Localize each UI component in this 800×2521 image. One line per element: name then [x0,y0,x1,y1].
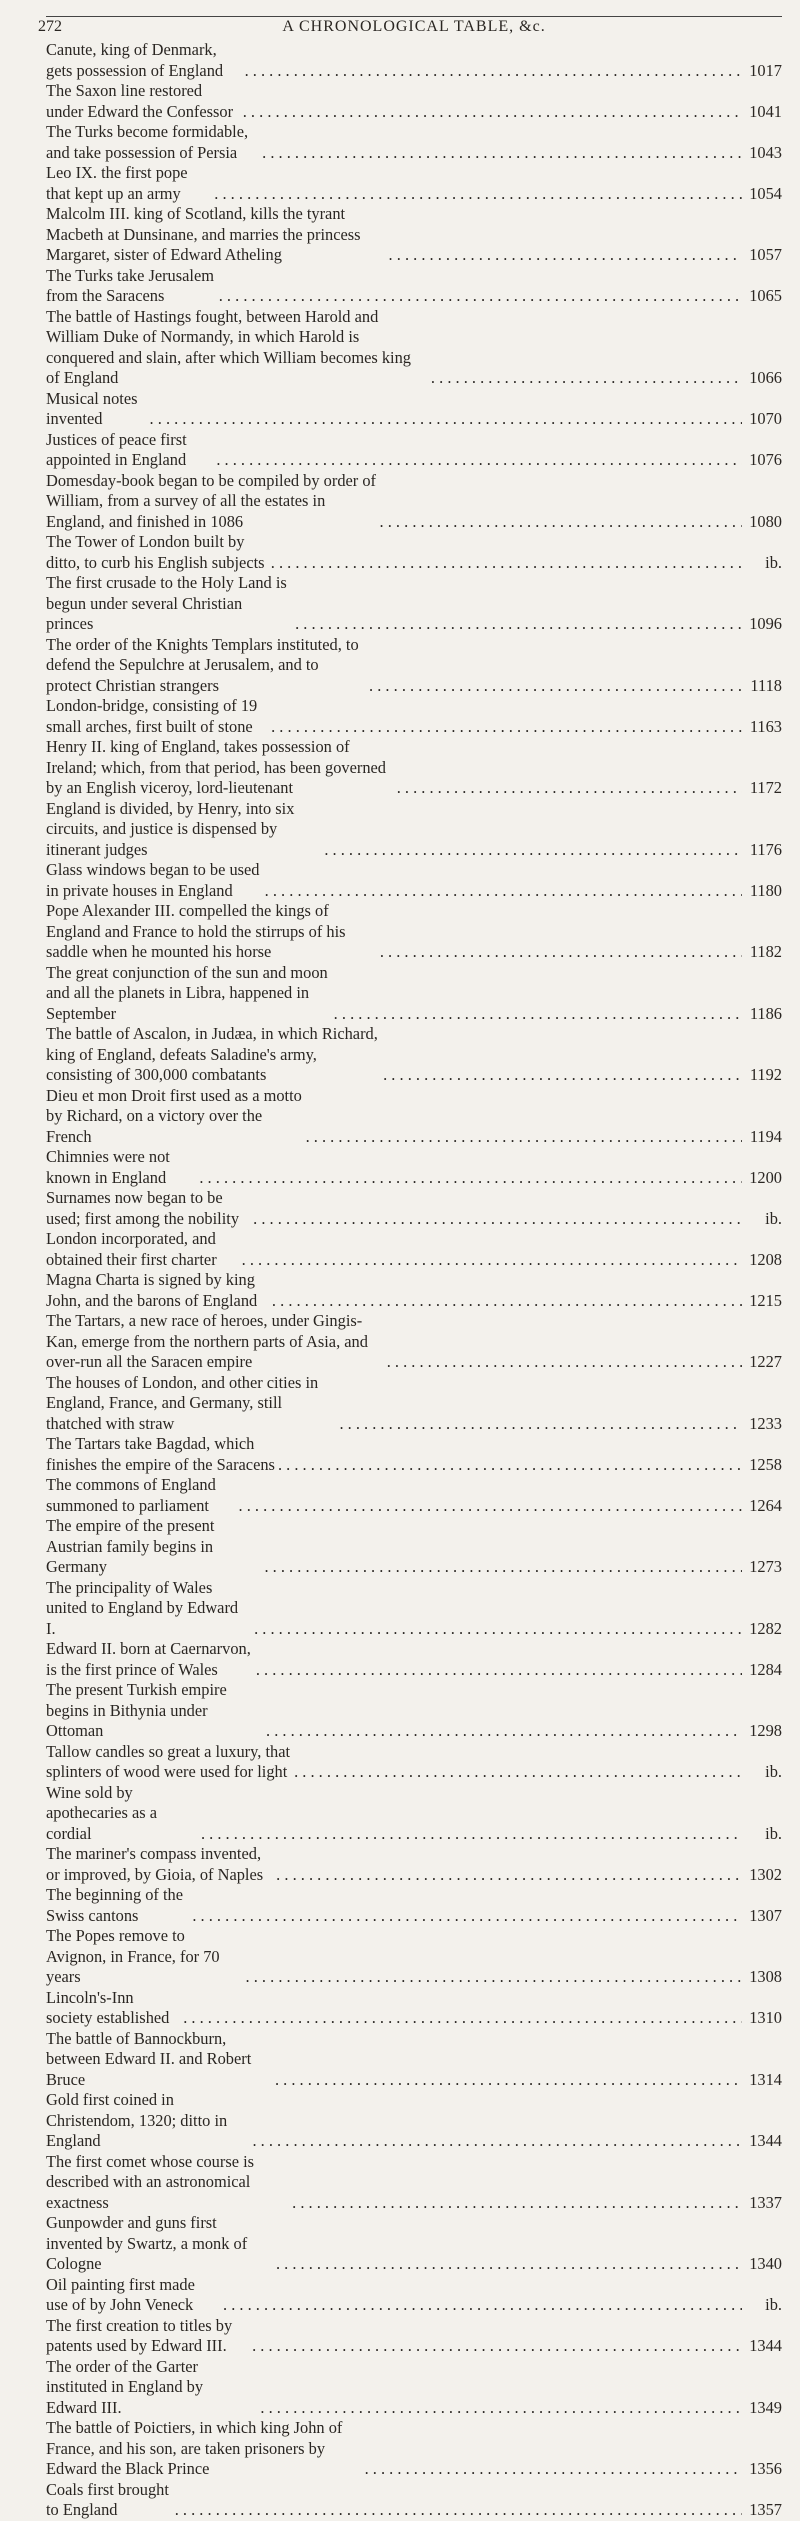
entry-event-text: Wine sold by apothecaries as a cordial [46,1782,158,1843]
entry-event [46,1516,742,1578]
chronology-entry [46,737,782,799]
entry-event-text: Oil painting first made use of by John Veneck [46,2274,195,2314]
dot-leader [386,245,742,266]
entry-event [46,573,742,635]
entry-year: 1194 [749,1126,782,1146]
chronology-entry [46,1680,782,1742]
entry-year: 1310 [749,2008,782,2027]
dot-leader [213,450,742,471]
dot-leader [273,2254,742,2275]
entry-event-text: London incorporated, and obtained their first charter [46,1229,217,1269]
dot-leader [269,1291,742,1312]
dot-leader [377,942,742,963]
chronology-entry [46,860,782,901]
entry-year: 1043 [749,142,782,162]
chronology-entry [46,2275,782,2316]
dot-leader [211,184,742,205]
chronology-entry [46,40,782,81]
entry-event [46,1311,742,1373]
entry-year: 1118 [750,675,782,695]
chronology-entry [46,696,782,737]
entry-event-text: Henry II. king of England, takes possession of Ireland; which, from that period, has been governed by an English viceroy, lord-lieutenant [46,737,386,797]
entry-event-text: Domesday-book began to be compiled by order of William, from a survey of all the estates in England, and finished in 1086 [46,470,376,531]
chronology-entry [46,1311,782,1373]
entry-event-text: The battle of Poictiers, in which king John of France, and his son, are taken prisoners by Edward the Black Prince [46,2418,343,2478]
entry-event-text: The Turks become formidable, and take possession of Persia [46,122,249,162]
dot-leader [394,778,742,799]
chronology-entry [46,163,782,204]
entry-event [46,1885,742,1926]
entry-year: 1302 [749,1864,782,1884]
chronology-entry [46,2418,782,2480]
chronology-entry [46,471,782,533]
dot-leader [250,1209,742,1230]
chronology-entry [46,1885,782,1926]
entry-event [46,2316,742,2357]
dot-leader [259,143,742,164]
dot-leader [291,1762,742,1783]
dot-leader [384,1352,742,1373]
entry-event-text: Surnames now began to be used; first among the nobility [46,1188,240,1228]
entry-year: ib. [765,2295,782,2314]
chronology-entry [46,1742,782,1783]
entry-event [46,2090,742,2152]
entry-year: 1298 [749,1721,782,1740]
entry-event [46,471,742,533]
dot-leader [303,1127,742,1148]
dot-leader [272,2070,742,2091]
entry-year: 1349 [749,2397,782,2417]
entry-event [46,1270,742,1311]
entry-event-text: The Popes remove to Avignon, in France, for 70 years [46,1926,220,1986]
dot-leader [240,102,742,123]
chronology-entry [46,307,782,389]
entry-event [46,737,742,799]
entry-event-text: The Saxon line restored under Edward the Confessor [46,81,234,121]
entry-event-text: The first comet whose course is described with an astronomical exactness [46,2151,255,2212]
entry-event-text: Chimnies were not known in England [46,1147,170,1187]
entry-year: 1200 [749,1167,782,1187]
entry-event [46,40,742,81]
entry-year: 1233 [749,1413,782,1433]
chronology-entry [46,1844,782,1885]
entry-event [46,1844,742,1885]
dot-leader [268,717,742,738]
entry-event-text: The order of the Knights Templars instituted, to defend the Sepulchre at Jerusalem, and to protect Christian strangers [46,634,359,695]
entry-event [46,799,742,861]
dot-leader [172,2500,742,2521]
entry-event [46,1475,742,1516]
entry-event-text: Leo IX. the first pope that kept up an army [46,163,188,203]
dot-leader [251,1619,742,1640]
chronology-entry [46,1229,782,1270]
entry-event-text: The beginning of the Swiss cantons [46,1885,184,1925]
entry-event [46,2152,742,2214]
entry-year: 1066 [749,368,782,387]
entry-year: 1057 [749,245,782,264]
chronology-entry [46,1516,782,1578]
entry-event [46,1086,742,1148]
entry-event [46,307,742,389]
dot-leader [257,2398,742,2419]
entry-event [46,163,742,204]
entry-year: 1337 [749,2192,782,2212]
chronology-entry [46,1024,782,1086]
chronology-entry [46,1086,782,1148]
chronology-list [46,40,782,2521]
entry-year: 1264 [749,1495,782,1515]
entry-event-text: The empire of the present Austrian family begins in Germany [46,1516,215,1576]
entry-event [46,1434,742,1475]
chronology-entry [46,1475,782,1516]
entry-year: 1080 [749,511,782,531]
entry-event-text: Gunpowder and guns first invented by Swartz, a monk of Cologne [46,2213,248,2273]
entry-event-text: The order of the Garter instituted in England by Edward III. [46,2356,204,2417]
entry-event [46,1229,742,1270]
entry-year: 1208 [749,1249,782,1269]
entry-year: 1314 [749,2069,782,2089]
entry-year: 1357 [749,2500,782,2519]
entry-event-text: The houses of London, and other cities in England, France, and Germany, still thatched with straw [46,1372,319,1433]
entry-year: 1065 [749,286,782,305]
entry-event [46,122,742,163]
dot-leader [239,1250,742,1271]
chronology-entry [46,2029,782,2091]
chronology-entry [46,389,782,430]
entry-event [46,1783,742,1845]
dot-leader [189,1906,742,1927]
entry-year: 1070 [749,409,782,428]
chronology-entry [46,430,782,471]
entry-event-text: Lincoln's-Inn society established [46,1987,170,2027]
dot-leader [243,1967,742,1988]
entry-year: 1163 [749,716,782,736]
entry-event-text: The Turks take Jerusalem from the Saracens [46,265,214,305]
entry-event-text: Edward II. born at Caernarvon, is the first prince of Wales [46,1639,251,1679]
chronology-entry [46,1639,782,1680]
chronology-entry [46,1147,782,1188]
entry-event-text: Canute, king of Denmark, gets possession of England [46,40,224,80]
dot-leader [380,1065,742,1086]
chronology-entry [46,799,782,861]
entry-event-text: Gold first coined in Christendom, 1320; ditto in England [46,2090,228,2150]
entry-year: 1356 [749,2459,782,2478]
chronology-entry [46,2316,782,2357]
entry-year: 1344 [749,2336,782,2355]
entry-event-text: The Tower of London built by ditto, to curb his English subjects [46,532,265,572]
dot-leader [216,286,742,307]
entry-event-text: The mariner's compass invented, or improved, by Gioia, of Naples [46,1844,264,1884]
entry-event-text: London-bridge, consisting of 19 small arches, first built of stone [46,696,258,736]
entry-year: 1308 [749,1967,782,1986]
entry-year: 1340 [749,2254,782,2273]
entry-year: 1284 [749,1659,782,1679]
entry-year: 1273 [749,1557,782,1576]
entry-year: 1076 [749,450,782,469]
dot-leader [275,1455,742,1476]
chronology-entry [46,204,782,266]
entry-event [46,1024,742,1086]
entry-event-text: Tallow candles so great a luxury, that splinters of wood were used for light [46,1741,291,1781]
chronology-entry [46,2152,782,2214]
entry-year: 1172 [749,778,782,797]
chronology-entry [46,122,782,163]
dot-leader [242,61,742,82]
entry-event-text: Justices of peace first appointed in England [46,429,187,469]
entry-event [46,204,742,266]
dot-leader [253,1660,742,1681]
chronology-entry [46,1373,782,1435]
entry-event-text: England is divided, by Henry, into six circuits, and justice is dispensed by itinerant judges [46,798,295,859]
entry-event [46,2357,742,2419]
chronology-entry [46,2213,782,2275]
entry-year: 1096 [749,614,782,633]
entry-event [46,901,742,963]
entry-year: ib. [765,1762,782,1781]
dot-leader [249,2336,742,2357]
entry-event [46,635,742,697]
entry-year: 1182 [749,942,782,961]
dot-leader [196,1168,742,1189]
chronology-entry [46,1188,782,1229]
entry-year: 1282 [749,1618,782,1638]
entry-year: 1180 [749,880,782,900]
entry-event [46,696,742,737]
chronology-entry [46,81,782,122]
entry-event-text: Dieu et mon Droit first used as a motto by Richard, on a victory over the French [46,1085,302,1146]
entry-event [46,1926,742,1988]
chronology-entry [46,573,782,635]
page-header [38,12,782,38]
dot-leader [366,676,742,697]
entry-year: ib. [765,552,782,572]
dot-leader [273,1865,742,1886]
entry-year: 1215 [749,1290,782,1310]
entry-year: 1192 [749,1065,782,1084]
entry-event [46,2480,742,2521]
dot-leader [268,553,742,574]
dot-leader [261,1557,742,1578]
entry-event [46,266,742,307]
chronology-entry [46,2480,782,2521]
chronology-entry [46,901,782,963]
entry-year: ib. [765,1823,782,1843]
entry-event-text: The Tartars, a new race of heroes, under Gingis-Kan, emerge from the northern parts of Asia, and over-run all the Saracen empire [46,1311,368,1371]
chronology-entry [46,1578,782,1640]
entry-event-text: Musical notes invented [46,388,138,428]
chronology-entry [46,532,782,573]
dot-leader [198,1824,742,1845]
entry-event-text: Malcolm III. king of Scotland, kills the tyrant Macbeth at Dunsinane, and marries the princess Margaret, sister of Edward Atheling [46,204,361,264]
entry-year: 1227 [749,1352,782,1371]
entry-event-text: The commons of England summoned to parliament [46,1475,216,1515]
entry-event [46,1639,742,1680]
entry-event [46,389,742,430]
page-number: 272 [38,18,62,35]
chronology-entry [46,635,782,697]
entry-event [46,1680,742,1742]
dot-leader [292,614,742,635]
entry-event-text: Pope Alexander III. compelled the kings of England and France to hold the stirrups of his saddle when he mounted his horse [46,901,346,961]
dot-leader [180,2008,742,2029]
dot-leader [336,1414,742,1435]
entry-event [46,2275,742,2316]
entry-year: ib. [765,1208,782,1228]
chronology-entry [46,1270,782,1311]
entry-year: 1041 [749,101,782,121]
entry-event [46,81,742,122]
dot-leader [321,840,742,861]
entry-event [46,2029,742,2091]
entry-event-text: The principality of Wales united to England by Edward I. [46,1577,239,1638]
entry-year: 1186 [749,1003,782,1023]
chronology-entry [46,1926,782,1988]
entry-event-text: Coals first brought to England [46,2479,169,2519]
entry-year: 1054 [749,183,782,203]
entry-event [46,2213,742,2275]
entry-event-text: The battle of Hastings fought, between Harold and William Duke of Normandy, in which Harold is conquered and slain, after which William becomes king of England [46,306,411,387]
entry-event [46,532,742,573]
chronology-entry [46,963,782,1025]
dot-leader [147,409,742,430]
entry-event-text: The great conjunction of the sun and moon and all the planets in Libra, happened in September [46,962,328,1023]
entry-event [46,1742,742,1783]
entry-year: 1017 [749,60,782,80]
dot-leader [331,1004,742,1025]
entry-event-text: The first creation to titles by patents used by Edward III. [46,2315,233,2355]
entry-event-text: The first crusade to the Holy Land is begun under several Christian princes [46,573,287,633]
entry-event [46,1988,742,2029]
entry-event [46,1147,742,1188]
entry-event-text: The battle of Ascalon, in Judæa, in which Richard, king of England, defeats Saladine's army, consisting of 300,000 combatants [46,1024,378,1084]
dot-leader [220,2295,742,2316]
chronology-entry [46,2357,782,2419]
chronology-entry [46,2090,782,2152]
entry-event [46,1373,742,1435]
entry-event [46,1188,742,1229]
entry-year: 1176 [749,839,782,859]
entry-year: 1307 [749,1905,782,1925]
entry-year: 1258 [749,1454,782,1474]
entry-event [46,2418,742,2480]
dot-leader [362,2459,742,2480]
entry-event-text: The battle of Bannockburn, between Edward II. and Robert Bruce [46,2028,252,2089]
header-rule [46,16,782,17]
entry-event-text: Glass windows began to be used in private houses in England [46,860,260,900]
dot-leader [377,512,742,533]
entry-event [46,963,742,1025]
dot-leader [262,881,742,902]
entry-event [46,1578,742,1640]
dot-leader [249,2131,742,2152]
entry-year: 1344 [749,2131,782,2150]
chronology-entry [46,1783,782,1845]
chronology-entry [46,1434,782,1475]
dot-leader [289,2193,742,2214]
chronology-entry [46,1988,782,2029]
dot-leader [428,368,742,389]
running-title: A CHRONOLOGICAL TABLE, &c. [282,18,546,35]
dot-leader [263,1721,742,1742]
entry-event [46,860,742,901]
entry-event-text: Magna Charta is signed by king John, and the barons of England [46,1270,258,1310]
entry-event [46,430,742,471]
entry-event-text: The Tartars take Bagdad, which finishes the empire of the Saracens [46,1434,275,1474]
dot-leader [236,1496,743,1517]
entry-event-text: The present Turkish empire begins in Bithynia under Ottoman [46,1680,227,1740]
chronology-entry [46,266,782,307]
